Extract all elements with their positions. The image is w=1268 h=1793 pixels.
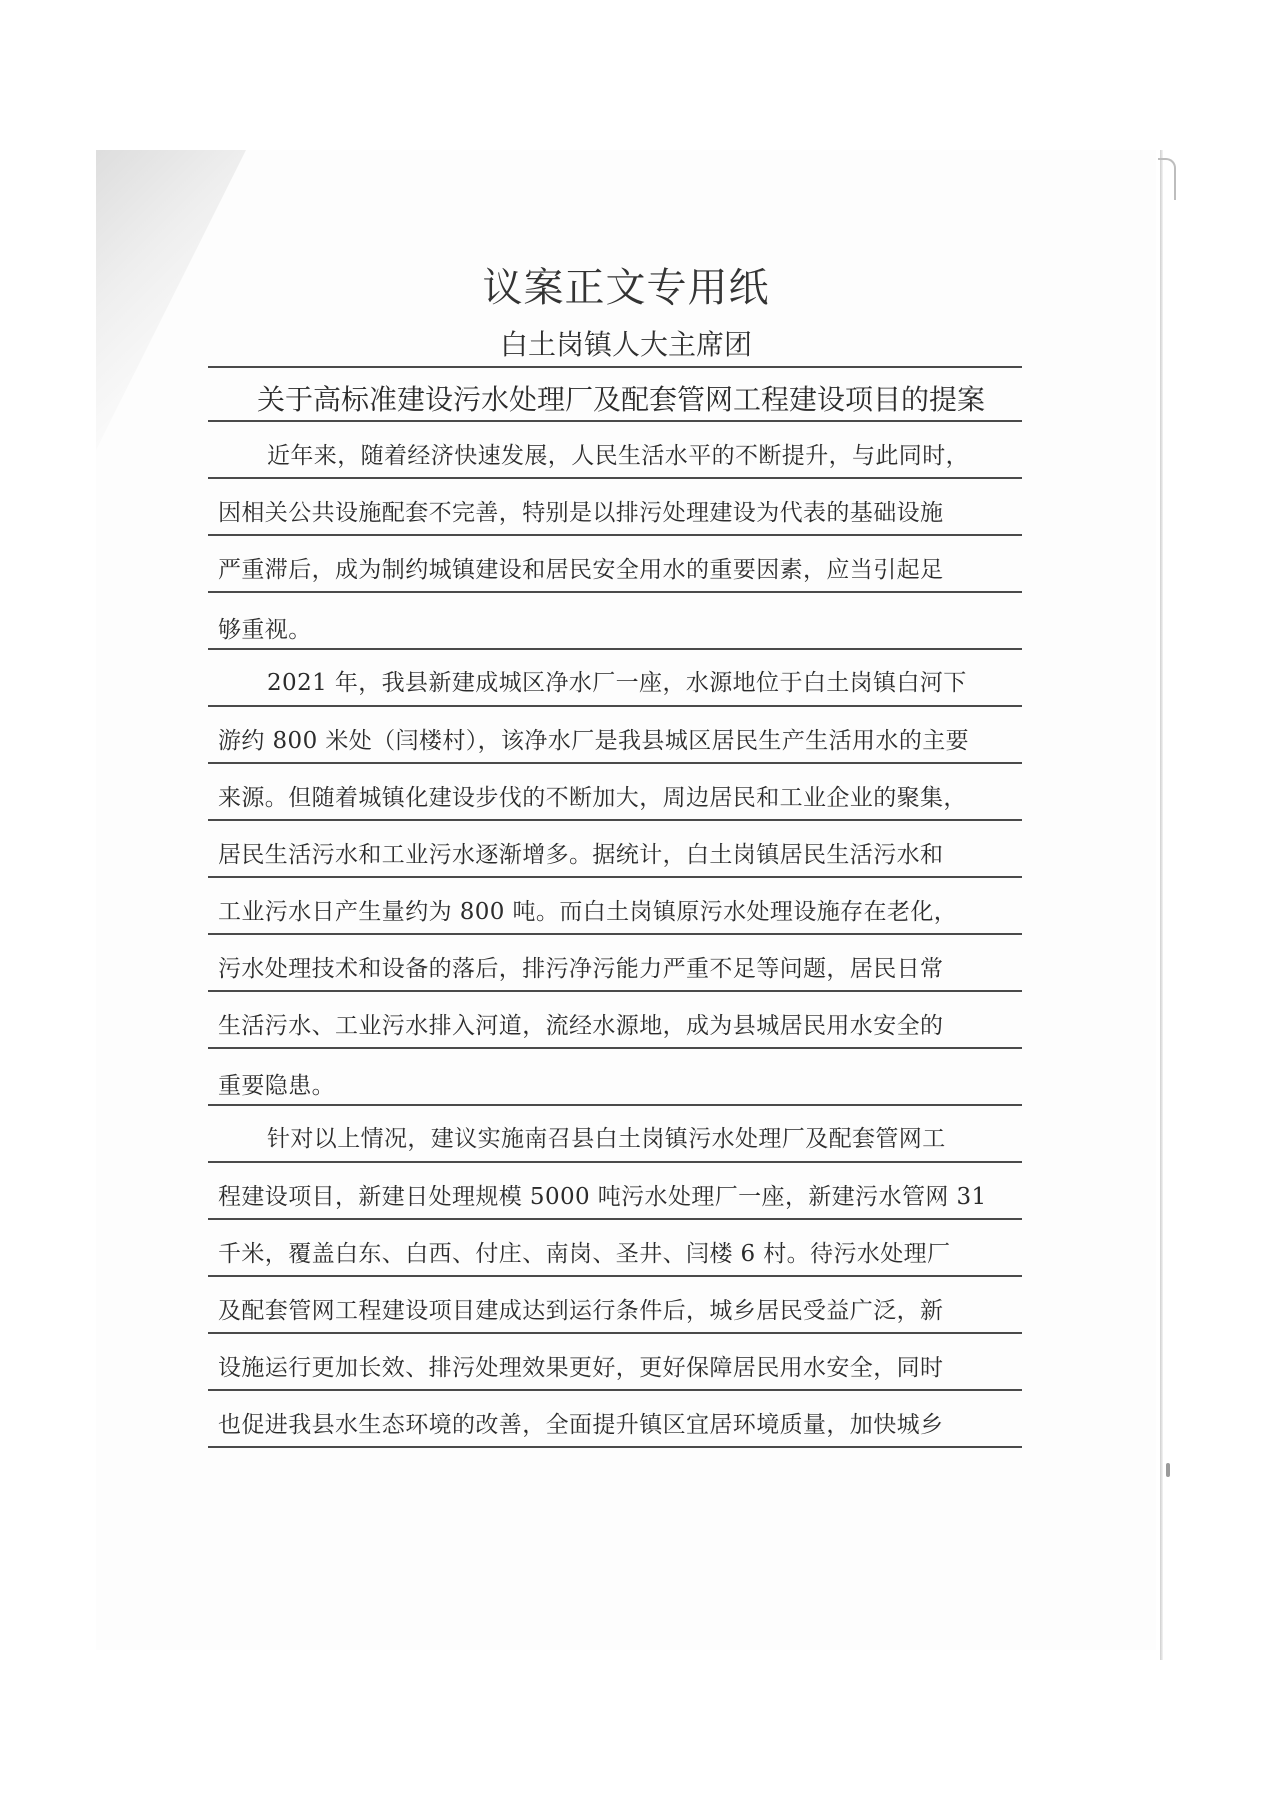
scan-speck [1166, 1463, 1170, 1477]
title-rule [208, 366, 1022, 368]
body-line: 针对以上情况，建议实施南召县白土岗镇污水处理厂及配套管网工 [267, 1126, 946, 1152]
body-line: 污水处理技术和设备的落后，排污净污能力严重不足等问题，居民日常 [218, 956, 944, 982]
body-line: 工业污水日产生量约为 800 吨。而白土岗镇原污水处理设施存在老化， [218, 899, 958, 925]
text-rule [208, 876, 1022, 878]
body-line: 也促进我县水生态环境的改善，全面提升镇区宜居环境质量，加快城乡 [218, 1412, 944, 1438]
body-line: 及配套管网工程建设项目建成达到运行条件后，城乡居民受益广泛，新 [218, 1298, 944, 1324]
body-line: 近年来，随着经济快速发展，人民生活水平的不断提升，与此同时， [267, 443, 969, 469]
body-line: 千米，覆盖白东、白西、付庄、南岗、圣井、闫楼 6 村。待污水处理厂 [218, 1241, 951, 1267]
proposal-title: 关于高标准建设污水处理厂及配套管网工程建设项目的提案 [256, 383, 985, 416]
text-rule [208, 990, 1022, 992]
body-line: 够重视。 [218, 617, 312, 643]
body-line: 来源。但随着城镇化建设步伐的不断加大，周边居民和工业企业的聚集， [218, 785, 967, 811]
form-title: 议案正文专用纸 [482, 265, 770, 311]
body-line: 设施运行更加长效、排污处理效果更好，更好保障居民用水安全，同时 [218, 1355, 944, 1381]
body-line: 因相关公共设施配套不完善，特别是以排污处理建设为代表的基础设施 [218, 500, 944, 526]
text-rule [208, 762, 1022, 764]
text-rule [208, 591, 1022, 593]
organization-name: 白土岗镇人大主席团 [499, 328, 752, 361]
page-edge-curl [1158, 158, 1176, 200]
text-rule [208, 1218, 1022, 1220]
text-rule [208, 1161, 1022, 1163]
text-rule [208, 1446, 1022, 1448]
text-rule [208, 933, 1022, 935]
text-rule [208, 420, 1022, 422]
text-rule [208, 648, 1022, 650]
body-line: 2021 年，我县新建成城区净水厂一座，水源地位于白土岗镇白河下 [267, 670, 967, 696]
text-rule [208, 1275, 1022, 1277]
text-rule [208, 1332, 1022, 1334]
body-line: 居民生活污水和工业污水逐渐增多。据统计，白土岗镇居民生活污水和 [218, 842, 944, 868]
body-line: 重要隐患。 [218, 1073, 335, 1099]
text-rule [208, 1047, 1022, 1049]
text-rule [208, 1389, 1022, 1391]
text-rule [208, 705, 1022, 707]
body-line: 程建设项目，新建日处理规模 5000 吨污水处理厂一座，新建污水管网 31 [218, 1184, 987, 1210]
page-right-edge [1160, 150, 1163, 1660]
text-rule [208, 477, 1022, 479]
body-line: 游约 800 米处（闫楼村），该净水厂是我县城区居民生产生活用水的主要 [218, 728, 970, 754]
text-rule [208, 819, 1022, 821]
text-rule [208, 1104, 1022, 1106]
body-line: 生活污水、工业污水排入河道，流经水源地，成为县城居民用水安全的 [218, 1013, 944, 1039]
text-rule [208, 534, 1022, 536]
body-line: 严重滞后，成为制约城镇建设和居民安全用水的重要因素，应当引起足 [218, 557, 944, 583]
